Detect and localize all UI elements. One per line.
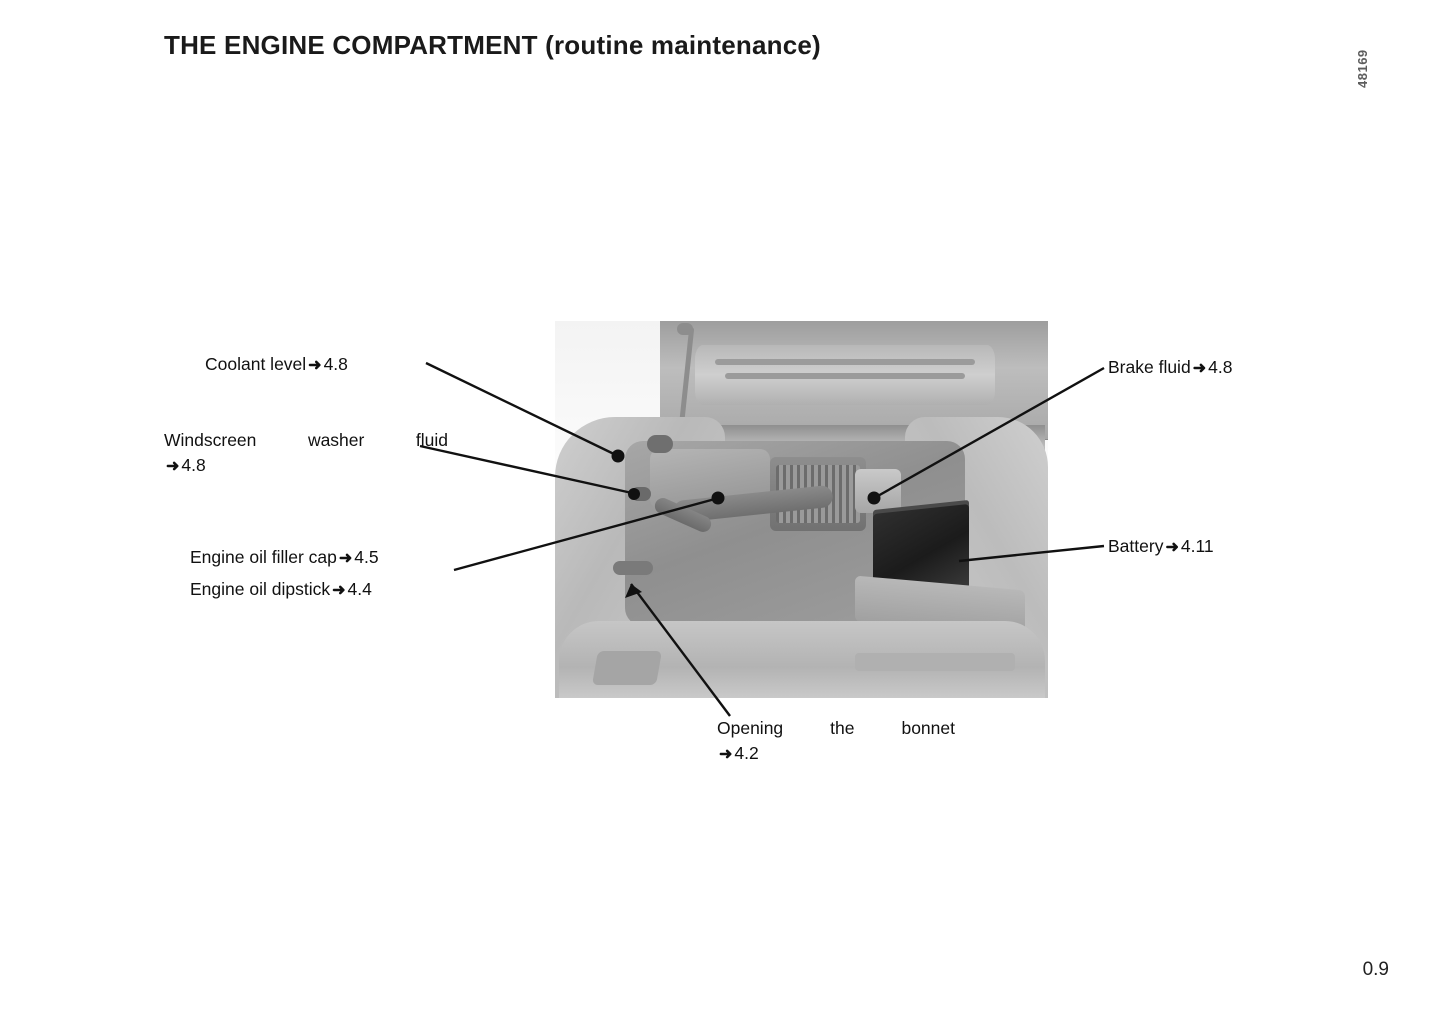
- callout-reference: 4.5: [354, 547, 379, 567]
- callout-label-word-1: Opening: [717, 718, 784, 738]
- callout-reference: 4.4: [347, 579, 372, 599]
- arrow-icon: ➜: [166, 458, 180, 475]
- callout-reference: 4.11: [1180, 536, 1214, 556]
- callout-battery: [1108, 534, 1214, 560]
- callout-label-text: Brake fluid: [1108, 357, 1191, 377]
- callout-reference: 4.2: [734, 743, 759, 763]
- page-title: THE ENGINE COMPARTMENT (routine maintenance): [164, 30, 821, 60]
- callout-reference: 4.8: [181, 455, 206, 475]
- callout-reference: 4.8: [323, 354, 348, 374]
- callout-engine-oil-filler-cap: [190, 545, 379, 571]
- callout-label-text: Engine oil dipstick: [190, 579, 331, 599]
- callout-label-text: Engine oil filler cap: [190, 547, 337, 567]
- callout-brake-fluid: [1108, 355, 1232, 381]
- callout-label-word-3: bonnet: [901, 718, 955, 738]
- callout-windscreen-washer-fluid: [164, 428, 454, 479]
- callout-opening-the-bonnet: [717, 716, 963, 767]
- engine-compartment-figure: [164, 80, 1354, 920]
- arrow-icon: ➜: [1165, 539, 1179, 556]
- arrow-icon: ➜: [308, 357, 322, 374]
- arrow-icon: ➜: [338, 550, 353, 567]
- engine-compartment-photo: [555, 321, 1048, 698]
- figure-reference-code: 48169: [1355, 49, 1370, 88]
- callout-label-word-1: Windscreen: [164, 430, 257, 450]
- callout-label-text: Battery: [1108, 536, 1164, 556]
- callout-label-text: Coolant level: [205, 354, 307, 374]
- callout-label-word-2: the: [830, 718, 855, 738]
- callout-label-word-2: washer: [307, 430, 365, 450]
- callout-coolant-level: [205, 352, 348, 378]
- callout-engine-oil-dipstick: [190, 577, 372, 603]
- arrow-icon: ➜: [1192, 360, 1207, 377]
- callout-reference: 4.8: [1208, 357, 1233, 377]
- arrow-icon: ➜: [719, 746, 733, 763]
- arrow-icon: ➜: [332, 582, 346, 599]
- callout-label-word-3: fluid: [415, 430, 448, 450]
- page-number: 0.9: [1362, 959, 1389, 980]
